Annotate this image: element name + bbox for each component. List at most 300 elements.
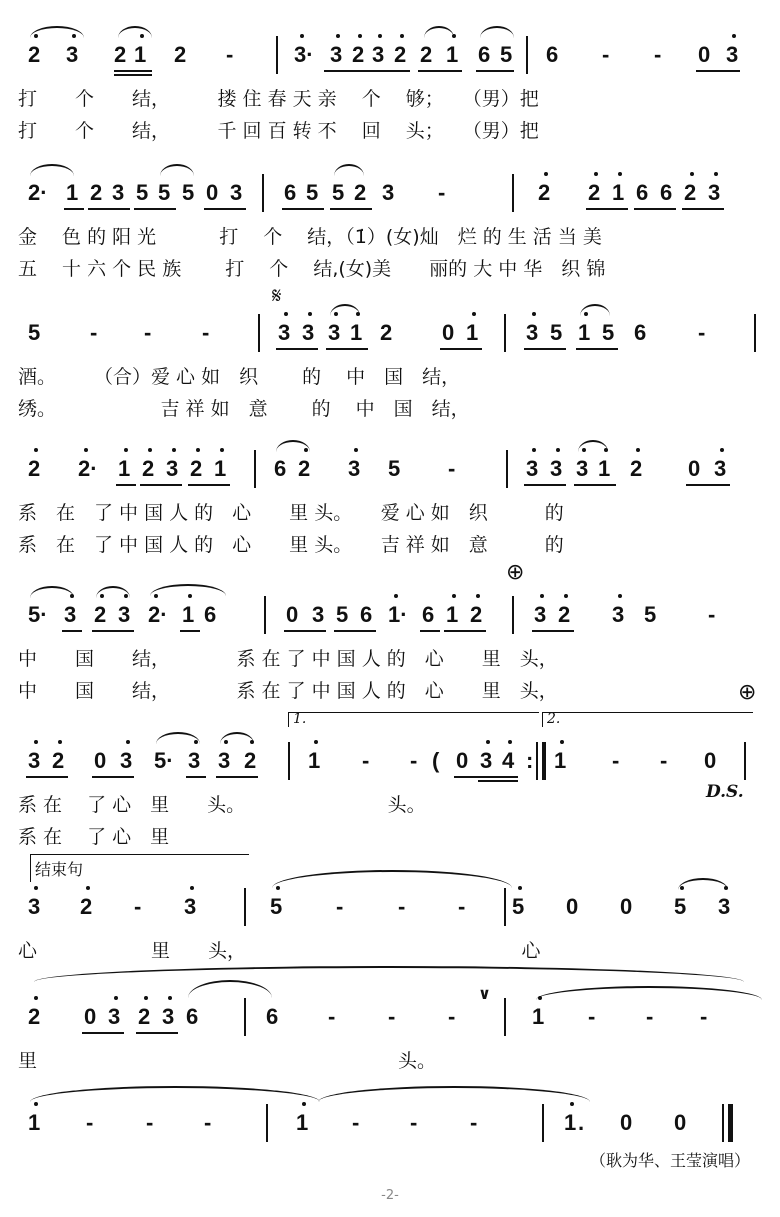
slur	[160, 164, 194, 176]
note: 0	[566, 894, 579, 919]
note: 0	[620, 894, 633, 919]
note: -	[226, 42, 234, 67]
octave-dot	[172, 448, 176, 452]
note: 1	[66, 180, 79, 205]
note: 3	[120, 748, 133, 773]
note: 3	[162, 1004, 175, 1029]
octave-dot	[732, 34, 736, 38]
lyric-text: 金 色 的 阳 光 打 个 结，（1̇）(女)灿 烂 的 生 活 当 美	[18, 226, 602, 248]
volta-1-bracket	[288, 712, 539, 727]
note: 2	[354, 180, 367, 205]
duration-underline	[574, 484, 616, 486]
note: 2	[52, 748, 65, 773]
octave-dot	[486, 740, 490, 744]
note: -	[388, 1004, 396, 1029]
octave-dot	[126, 740, 130, 744]
barline	[266, 1104, 268, 1142]
note: 3	[312, 602, 325, 627]
note: .	[578, 1110, 585, 1135]
barline	[536, 742, 538, 780]
slur	[678, 878, 728, 890]
barline	[264, 596, 266, 634]
duration-underline	[420, 630, 440, 632]
note: 3	[708, 180, 721, 205]
slur	[30, 164, 74, 176]
duration-underline	[62, 630, 82, 632]
note: -	[448, 456, 456, 481]
duration-underline	[114, 74, 152, 76]
duration-underline	[114, 70, 152, 72]
barline	[288, 742, 290, 780]
octave-dot	[544, 172, 548, 176]
note: 5	[182, 180, 195, 205]
note: -	[470, 1110, 478, 1135]
note: -	[328, 1004, 336, 1029]
note: 2	[244, 748, 257, 773]
note: 1	[598, 456, 611, 481]
notation-row-4	[18, 454, 762, 494]
lyric-line	[18, 530, 762, 560]
octave-dot	[532, 312, 536, 316]
duration-underline	[282, 208, 324, 210]
barline	[504, 998, 506, 1036]
note: 2	[142, 456, 155, 481]
note: -	[654, 42, 662, 67]
octave-dot	[636, 448, 640, 452]
duration-underline	[64, 208, 84, 210]
note: 3	[372, 42, 385, 67]
note: 5	[136, 180, 149, 205]
slur	[96, 586, 130, 598]
duration-underline	[330, 208, 372, 210]
note: 2	[138, 1004, 151, 1029]
note: 1	[134, 42, 147, 67]
note: 2	[470, 602, 483, 627]
note: 5	[332, 180, 345, 205]
note: 3	[166, 456, 179, 481]
note: 5	[388, 456, 401, 481]
note: 1	[214, 456, 227, 481]
note: -	[698, 320, 706, 345]
note: 2	[394, 42, 407, 67]
octave-dot	[508, 740, 512, 744]
coda-symbol: ⊕	[738, 680, 757, 705]
note: 3	[348, 456, 361, 481]
note: 3	[526, 456, 539, 481]
octave-dot	[124, 448, 128, 452]
duration-underline	[334, 630, 376, 632]
note: -	[700, 1004, 708, 1029]
note: 5	[336, 602, 349, 627]
note: -	[410, 1110, 418, 1135]
barline	[542, 1104, 544, 1142]
note: 2	[558, 602, 571, 627]
note: 6	[186, 1004, 199, 1029]
note: 1	[612, 180, 625, 205]
lyric-line	[18, 498, 762, 528]
barline	[254, 450, 256, 488]
da-segno-marking: D.S.	[706, 782, 744, 802]
note: 5	[644, 602, 657, 627]
duration-underline	[186, 776, 206, 778]
note: 2·	[78, 456, 98, 481]
slur	[118, 26, 152, 38]
lyric-text: 心 里 头， 心	[18, 940, 541, 962]
note: 5	[270, 894, 283, 919]
note: 3	[118, 602, 131, 627]
note: -	[612, 748, 620, 773]
duration-underline	[682, 208, 724, 210]
notation-row-7	[18, 892, 762, 932]
page-number: -2-	[381, 1188, 399, 1203]
note: -	[438, 180, 446, 205]
lyric-line	[18, 822, 762, 852]
note: 1	[466, 320, 479, 345]
octave-dot	[476, 594, 480, 598]
octave-dot	[34, 1102, 38, 1106]
note: 3	[526, 320, 539, 345]
volta-label: 1.	[293, 711, 307, 727]
performer-credit: （耿为华、王莹演唱）	[589, 1151, 750, 1170]
slur	[30, 586, 74, 598]
note: 3	[382, 180, 395, 205]
octave-dot	[378, 34, 382, 38]
note: -	[134, 894, 142, 919]
note: 1	[446, 42, 459, 67]
note: 3	[576, 456, 589, 481]
note: 1	[118, 456, 131, 481]
note: 6	[274, 456, 287, 481]
volta-2-bracket	[542, 712, 753, 727]
note: 1	[308, 748, 321, 773]
lyric-text: 打 个 结， 搂 住 春 天 亲 个 够； （男）把	[18, 88, 539, 110]
octave-dot	[190, 886, 194, 890]
barline	[276, 36, 278, 74]
note: 2	[538, 180, 551, 205]
lyric-text: 系 在 了 中 国 人 的 心 里 头。 吉 祥 如 意 的	[18, 534, 564, 556]
note: 3	[480, 748, 493, 773]
note: 2	[380, 320, 393, 345]
lyric-text: 系 在 了 心 里 头。 头。	[18, 794, 426, 816]
note: -	[90, 320, 98, 345]
notation-row-9	[18, 1108, 762, 1148]
segno-symbol: 𝄋	[272, 284, 282, 309]
octave-dot	[34, 996, 38, 1000]
duration-underline	[140, 484, 182, 486]
slur	[220, 732, 254, 744]
lyric-text: 系 在 了 中 国 人 的 心 里 头。 爱 心 如 织 的	[18, 502, 564, 524]
octave-dot	[400, 34, 404, 38]
octave-dot	[86, 886, 90, 890]
slur	[30, 1086, 320, 1102]
note: 5	[512, 894, 525, 919]
note: 2	[420, 42, 433, 67]
barline	[512, 596, 514, 634]
note: 2	[352, 42, 365, 67]
note: 6	[546, 42, 559, 67]
note: 3	[550, 456, 563, 481]
octave-dot	[284, 312, 288, 316]
lyric-text: 打 个 结， 千 回 百 转 不 回 头； （男）把	[18, 120, 539, 142]
octave-dot	[472, 312, 476, 316]
note: 2	[174, 42, 187, 67]
note: 5	[158, 180, 171, 205]
note: -	[336, 894, 344, 919]
slur	[580, 304, 610, 316]
lyric-line	[18, 790, 762, 820]
lyric-line	[18, 222, 762, 252]
octave-dot	[394, 594, 398, 598]
barline	[754, 314, 756, 352]
note: -	[410, 748, 418, 773]
duration-underline	[92, 776, 134, 778]
note: 0	[688, 456, 701, 481]
note: 3	[28, 894, 41, 919]
duration-underline	[418, 70, 462, 72]
note: 0	[620, 1110, 633, 1135]
duration-underline	[696, 70, 740, 72]
note: 3	[66, 42, 79, 67]
octave-dot	[720, 448, 724, 452]
notation-row-3	[18, 318, 762, 358]
note: -	[602, 42, 610, 67]
note: 5·	[154, 748, 174, 773]
note: 2·	[148, 602, 168, 627]
duration-underline	[116, 484, 136, 486]
note: 2	[630, 456, 643, 481]
note: 0	[206, 180, 219, 205]
note: 5	[602, 320, 615, 345]
note: 5	[306, 180, 319, 205]
note: 6	[478, 42, 491, 67]
duration-underline	[180, 630, 200, 632]
note: 6	[634, 320, 647, 345]
note: 0	[84, 1004, 97, 1029]
note: 0	[94, 748, 107, 773]
note: 2	[114, 42, 127, 67]
octave-dot	[540, 594, 544, 598]
note: 3	[302, 320, 315, 345]
lyric-text: 中 国 结， 系 在 了 中 国 人 的 心 里 头，	[18, 680, 558, 702]
slur	[34, 966, 744, 982]
slur	[480, 26, 514, 38]
slur	[30, 26, 84, 38]
note: 2	[94, 602, 107, 627]
note: 3	[718, 894, 731, 919]
note: 1	[578, 320, 591, 345]
octave-dot	[336, 34, 340, 38]
lyric-line	[18, 116, 762, 146]
note: 5·	[28, 602, 48, 627]
octave-dot	[144, 996, 148, 1000]
duration-underline	[324, 70, 410, 72]
slur	[318, 1086, 590, 1102]
breath-mark: ∨	[478, 986, 491, 1003]
note: 2	[190, 456, 203, 481]
lyric-line	[18, 84, 762, 114]
note: 4	[502, 748, 515, 773]
slur	[330, 304, 360, 316]
octave-dot	[84, 448, 88, 452]
notation-row-6	[18, 746, 762, 786]
lyric-text: 酒。 （合）爱 心 如 织 的 中 国 结，	[18, 366, 461, 388]
octave-dot	[34, 886, 38, 890]
duration-underline	[476, 70, 514, 72]
duration-underline	[284, 630, 326, 632]
duration-underline	[686, 484, 730, 486]
barline	[506, 450, 508, 488]
octave-dot	[452, 594, 456, 598]
note: 1·	[388, 602, 408, 627]
lyric-line	[18, 394, 762, 424]
notation-row-5	[18, 600, 762, 640]
slur	[424, 26, 454, 38]
note: 0	[442, 320, 455, 345]
lyric-line	[18, 1046, 762, 1076]
octave-dot	[58, 740, 62, 744]
octave-dot	[560, 740, 564, 744]
note: 3	[714, 456, 727, 481]
note: 2	[28, 1004, 41, 1029]
duration-underline	[524, 348, 566, 350]
note: 0	[698, 42, 711, 67]
duration-underline	[134, 208, 176, 210]
lyric-line	[18, 362, 762, 392]
slur	[578, 440, 608, 452]
slur	[334, 164, 364, 176]
barline	[526, 36, 528, 74]
note: -	[204, 1110, 212, 1135]
note: 6	[204, 602, 217, 627]
note: 3	[108, 1004, 121, 1029]
note: -	[398, 894, 406, 919]
note: 0	[674, 1110, 687, 1135]
note: 5	[550, 320, 563, 345]
duration-underline	[576, 348, 618, 350]
note: 3	[278, 320, 291, 345]
octave-dot	[714, 172, 718, 176]
note: 5	[500, 42, 513, 67]
note: 0	[456, 748, 469, 773]
note: 3	[218, 748, 231, 773]
slur	[272, 870, 512, 888]
note: 3	[534, 602, 547, 627]
octave-dot	[34, 448, 38, 452]
note: -	[646, 1004, 654, 1029]
note: 0	[704, 748, 717, 773]
barline	[744, 742, 746, 780]
octave-dot	[300, 34, 304, 38]
duration-underline	[586, 208, 628, 210]
ending-phrase-label	[30, 854, 249, 882]
duration-underline	[454, 776, 518, 778]
note: 5	[28, 320, 41, 345]
note: 6	[360, 602, 373, 627]
slur	[188, 980, 272, 998]
lyric-text: 绣。 吉 祥 如 意 的 中 国 结，	[18, 398, 470, 420]
coda-symbol: ⊕	[506, 560, 525, 585]
lyric-text: 系 在 了 心 里	[18, 826, 170, 848]
lyric-text: 五 十 六 个 民 族 打 个 结,(女)美 丽的 大 中 华 织 锦	[18, 258, 606, 280]
lyric-line	[18, 644, 762, 674]
note: -	[458, 894, 466, 919]
octave-dot	[618, 172, 622, 176]
note: 5	[674, 894, 687, 919]
duration-underline	[26, 776, 68, 778]
octave-dot	[114, 996, 118, 1000]
note: 3	[28, 748, 41, 773]
note: -	[352, 1110, 360, 1135]
octave-dot	[308, 312, 312, 316]
note: 2	[28, 456, 41, 481]
note: 2	[684, 180, 697, 205]
note: 3	[230, 180, 243, 205]
note: -	[448, 1004, 456, 1029]
note: 3	[64, 602, 77, 627]
duration-underline	[204, 208, 246, 210]
octave-dot	[532, 448, 536, 452]
octave-dot	[690, 172, 694, 176]
duration-underline	[188, 484, 230, 486]
note: (	[432, 748, 440, 773]
duration-underline	[524, 484, 566, 486]
lyric-text: 里 头。	[18, 1050, 437, 1072]
note: 1	[350, 320, 363, 345]
octave-dot	[518, 886, 522, 890]
note: 6	[284, 180, 297, 205]
octave-dot	[314, 740, 318, 744]
note: 3	[612, 602, 625, 627]
octave-dot	[556, 448, 560, 452]
octave-dot	[148, 448, 152, 452]
barline	[258, 314, 260, 352]
barline	[504, 314, 506, 352]
note: 3	[726, 42, 739, 67]
note: 1	[296, 1110, 309, 1135]
barline	[244, 888, 246, 926]
note: 2	[588, 180, 601, 205]
final-barline	[722, 1104, 724, 1142]
octave-dot	[220, 448, 224, 452]
barline	[504, 888, 506, 926]
barline	[262, 174, 264, 212]
note: 3	[330, 42, 343, 67]
note: 3	[184, 894, 197, 919]
note: 6	[660, 180, 673, 205]
note: -	[660, 748, 668, 773]
duration-underline	[444, 630, 486, 632]
note: 3	[328, 320, 341, 345]
octave-dot	[594, 172, 598, 176]
lyric-text: 中 国 结， 系 在 了 中 国 人 的 心 里 头，	[18, 648, 558, 670]
note: 2	[298, 456, 311, 481]
duration-underline	[82, 1032, 124, 1034]
duration-underline	[634, 208, 676, 210]
notation-row-2	[18, 178, 762, 218]
octave-dot	[358, 34, 362, 38]
note: -	[202, 320, 210, 345]
note: -	[146, 1110, 154, 1135]
note: -	[708, 602, 716, 627]
repeat-sign: :	[526, 748, 534, 773]
note: 2	[80, 894, 93, 919]
notation-row-8	[18, 986, 762, 1042]
note: 6	[266, 1004, 279, 1029]
note: 1	[182, 602, 195, 627]
note: 6	[636, 180, 649, 205]
final-barline	[728, 1104, 733, 1142]
duration-underline	[440, 348, 482, 350]
